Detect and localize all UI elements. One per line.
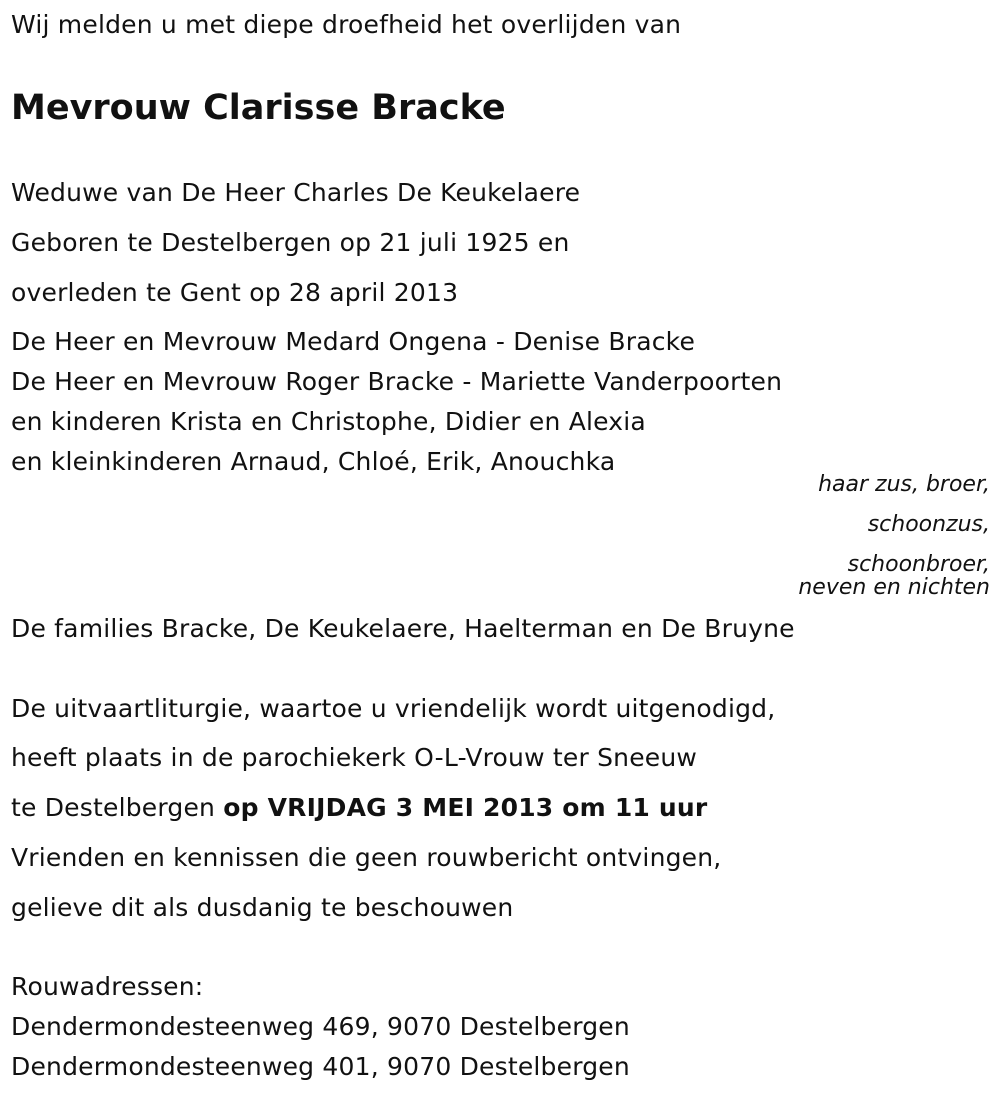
funeral-church: heeft plaats in de parochiekerk O-L-Vrouw ter Sneeuw — [11, 743, 698, 772]
relation-line: schoonbroer, — [847, 552, 990, 577]
address-line: Dendermondesteenweg 469, 9070 Destelbergen — [11, 1012, 630, 1041]
funeral-date-bold: op VRIJDAG 3 MEI 2013 om 11 uur — [223, 793, 708, 822]
widow-of: Weduwe van De Heer Charles De Keukelaere — [11, 178, 581, 207]
families-line: De families Bracke, De Keukelaere, Haelterman en De Bruyne — [11, 614, 795, 643]
relation-line: neven en nichten — [798, 575, 990, 600]
intro-text: Wij melden u met diepe droefheid het overlijden van — [11, 10, 682, 39]
family-line: en kinderen Krista en Christophe, Didier en Alexia — [11, 407, 646, 436]
death-info: overleden te Gent op 28 april 2013 — [11, 278, 459, 307]
birth-info: Geboren te Destelbergen op 21 juli 1925 en — [11, 228, 570, 257]
address-line: Dendermondesteenweg 401, 9070 Destelbergen — [11, 1052, 630, 1081]
addresses-label: Rouwadressen: — [11, 972, 204, 1001]
funeral-place: te Destelbergen — [11, 793, 224, 822]
funeral-datetime — [11, 793, 707, 823]
family-line: De Heer en Mevrouw Roger Bracke - Mariette Vanderpoorten — [11, 367, 783, 396]
notice-line: gelieve dit als dusdanig te beschouwen — [11, 893, 514, 922]
relation-line: schoonzus, — [867, 512, 990, 537]
relation-line: haar zus, broer, — [818, 472, 990, 497]
family-line: en kleinkinderen Arnaud, Chloé, Erik, Anouchka — [11, 447, 616, 476]
family-line: De Heer en Mevrouw Medard Ongena - Denise Bracke — [11, 327, 696, 356]
notice-line: Vrienden en kennissen die geen rouwbericht ontvingen, — [11, 843, 722, 872]
funeral-invitation: De uitvaartliturgie, waartoe u vriendelijk wordt uitgenodigd, — [11, 694, 776, 723]
deceased-name: Mevrouw Clarisse Bracke — [11, 88, 506, 128]
